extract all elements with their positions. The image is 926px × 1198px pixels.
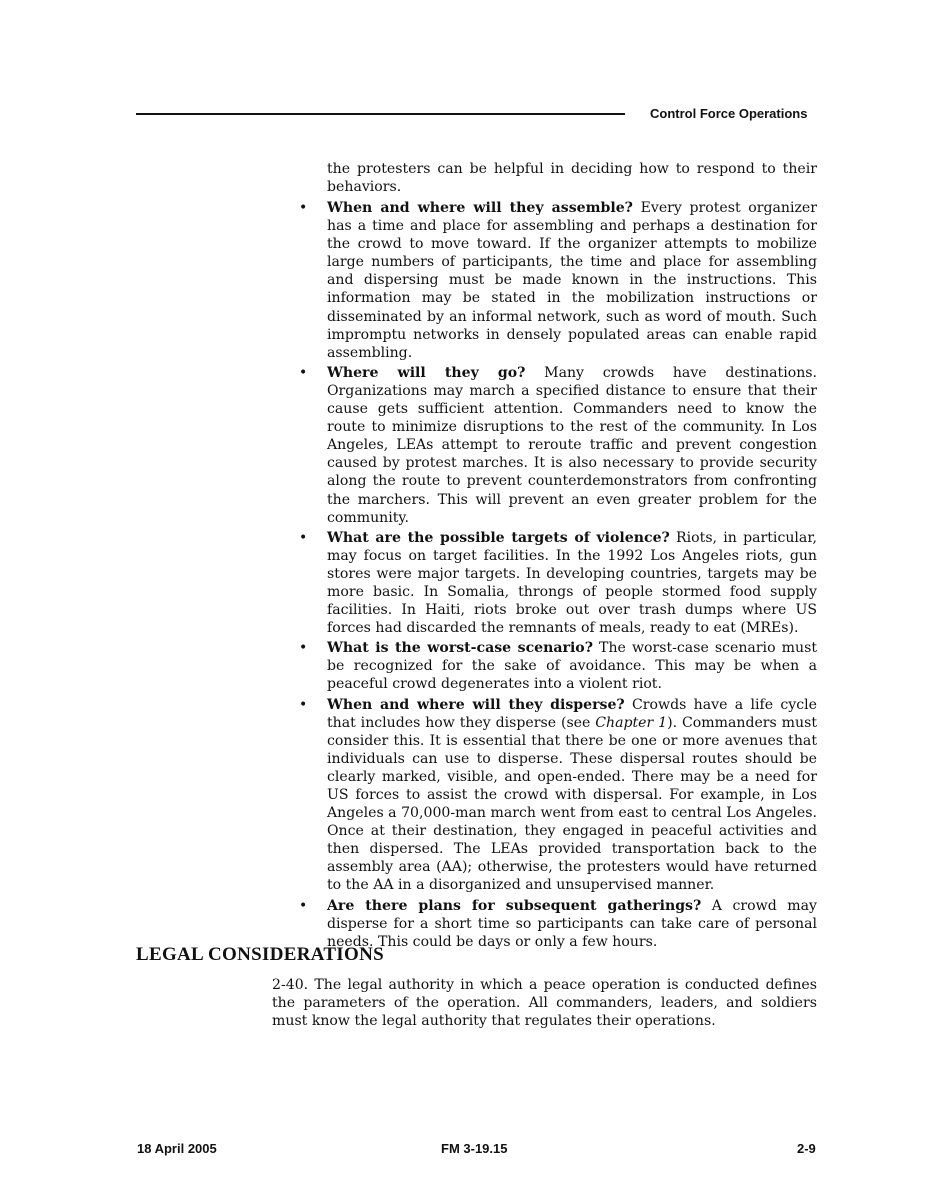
footer-date: 18 April 2005 — [137, 1141, 217, 1156]
continuation-paragraph: the protesters can be helpful in deciding how to respond to their behaviors. — [327, 161, 817, 196]
list-item — [0, 529, 926, 638]
bullet-heading: When and where will they assemble? — [327, 200, 633, 216]
list-item — [0, 639, 926, 693]
bullet-heading: What is the worst-case scenario? — [327, 640, 593, 657]
section-heading: LEGAL CONSIDERATIONS — [136, 944, 384, 965]
section-paragraph: 2-40. The legal authority in which a peace operation is conducted defines the parameters of the operation. All commanders, leaders, and soldiers must know the legal authority that regulates their operations. — [272, 977, 817, 1030]
bullet-body: Riots, in particular, may focus on target facilities. In the 1992 Los Angeles riots, gun stores were major targets. In developing countries, targets may be more basic. In Somalia, throngs of people stormed food supply facilities. In Haiti, riots broke out over trash dumps where US forces had discarded the remnants of meals, ready to eat (MREs). — [327, 529, 817, 637]
bullet-icon: • — [299, 364, 308, 381]
list-item — [0, 897, 926, 951]
bullet-list — [0, 199, 926, 953]
bullet-body: Every protest organizer has a time and place for assembling and perhaps a destination for the crowd to move toward. If the organizer attempts to mobilize large numbers of participants, the time and place for assembling and dispersing must be made known in the instructions. This information may be stated in the mobilization instructions or disseminated by an informal network, such as word of mouth. Such impromptu networks in densely populated areas can enable rapid assembling. — [327, 200, 817, 361]
bullet-body: Many crowds have destinations. Organizations may march a specified distance to ensure that their cause gets sufficient attention. Commanders need to know the route to minimize disruptions to the rest of the community. In Los Angeles, LEAs attempt to reroute traffic and prevent congestion caused by protest marches. It is also necessary to provide security along the route to prevent counterdemonstrators from confronting the marchers. This will prevent an even greater problem for the community. — [327, 364, 818, 526]
bullet-heading: What are the possible targets of violence? — [327, 529, 670, 546]
bullet-body: A crowd may disperse for a short time so participants can take care of personal needs. This could be days or only a few hours. — [327, 897, 817, 950]
running-header-title: Control Force Operations — [650, 106, 808, 121]
list-item — [0, 364, 926, 527]
bullet-icon: • — [299, 897, 308, 914]
footer-manual-number: FM 3-19.15 — [441, 1141, 508, 1156]
bullet-icon: • — [299, 529, 308, 546]
bullet-heading: Where will they go? — [327, 364, 526, 381]
chapter-reference: Chapter 1 — [595, 714, 668, 731]
bullet-icon: • — [299, 200, 308, 216]
footer-page-number: 2-9 — [797, 1141, 816, 1156]
bullet-heading: When and where will they disperse? — [327, 696, 625, 713]
bullet-body: Crowds have a life cycle that includes how they disperse (see — [327, 696, 818, 731]
list-item — [0, 199, 926, 362]
bullet-heading: Are there plans for subsequent gatherings? — [327, 897, 702, 914]
bullet-icon: • — [299, 640, 308, 657]
bullet-body: The worst-case scenario must be recognized for the sake of avoidance. This may be when a peaceful crowd degenerates into a violent riot. — [327, 640, 817, 693]
header-rule — [136, 113, 625, 115]
list-item — [0, 696, 926, 895]
bullet-body-continued: ). Commanders must consider this. It is essential that there be one or more avenues that individuals can use to disperse. These dispersal routes should be clearly marked, visible, and open-ended. There may be a need for US forces to assist the crowd with dispersal. For example, in Los Angeles a 70,000-man march went from east to central Los Angeles. Once at their destination, they engaged in peaceful activities and then dispersed. The LEAs provided transportation back to the assembly area (AA); otherwise, the protesters would have returned to the AA in a disorganized and unsupervised manner. — [327, 714, 817, 894]
bullet-icon: • — [299, 696, 308, 713]
